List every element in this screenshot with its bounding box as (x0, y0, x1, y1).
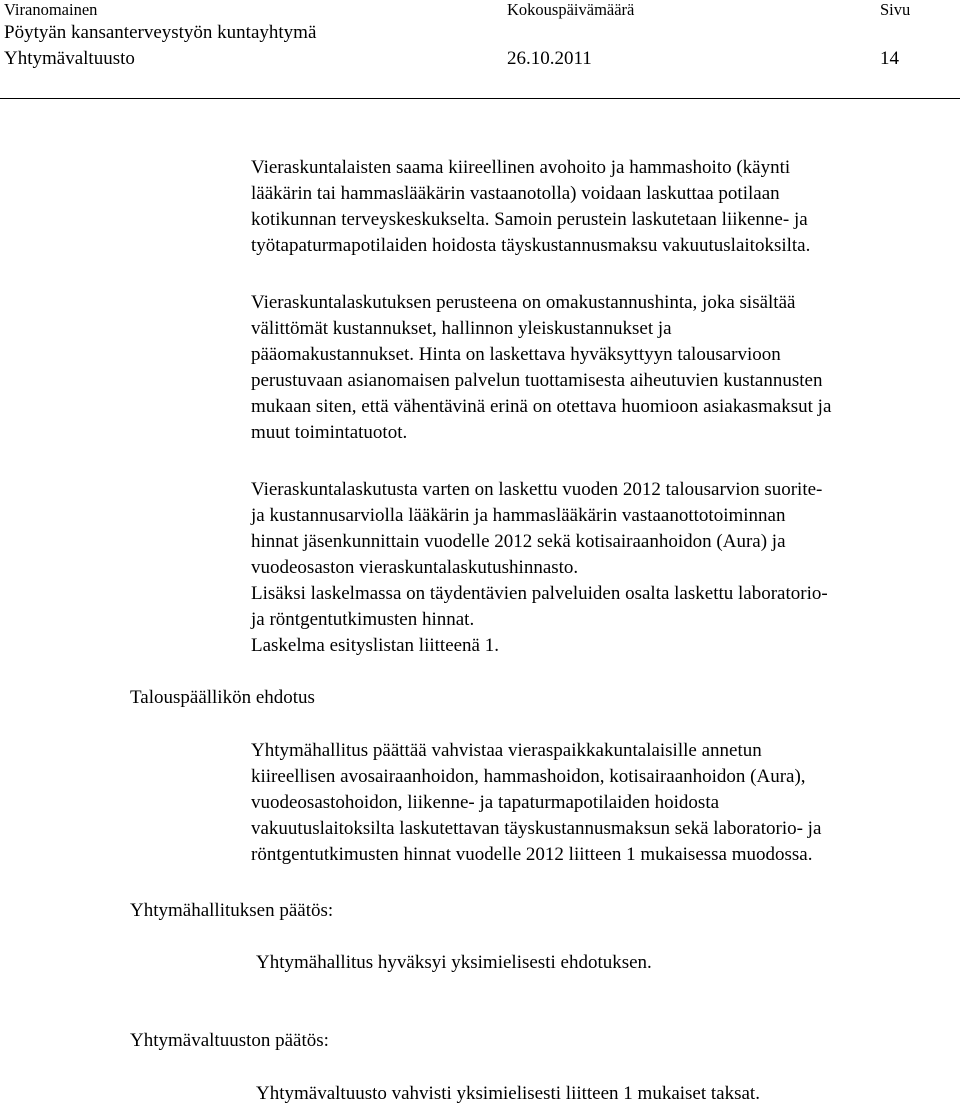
paragraph-cost-price (251, 290, 957, 446)
paragraph-line: röntgentutkimusten hinnat vuodelle 2012 liitteen 1 mukaisessa muodossa. (251, 844, 813, 865)
proposal-text (251, 738, 957, 868)
paragraph-line: muut toimintatuotot. (251, 422, 408, 443)
paragraph-calculation (251, 477, 957, 659)
council-decision-text (256, 1081, 960, 1107)
paragraph-line: vakuutuslaitoksilta laskutettavan täyskustannusmaksun sekä laboratorio- ja (251, 818, 822, 839)
header-date: 26.10.2011 (507, 48, 592, 69)
paragraph-line: pääomakustannukset. Hinta on laskettava hyväksyttyyn talousarvioon (251, 344, 781, 365)
paragraph-line: vuodeosaston vieraskuntalaskutushinnasto. (251, 557, 579, 578)
paragraph-line: Laskelma esityslistan liitteenä 1. (251, 635, 499, 656)
paragraph-line: Yhtymähallitus päättää vahvistaa vieraspaikkakuntalaisille annetun (251, 740, 762, 761)
paragraph-line: Lisäksi laskelmassa on täydentävien palveluiden osalta laskettu laboratorio- (251, 583, 828, 604)
paragraph-line: työtapaturmapotilaiden hoidosta täyskustannusmaksu vakuutuslaitoksilta. (251, 235, 811, 256)
paragraph-line: Vieraskuntalaisten saama kiireellinen avohoito ja hammashoito (käynti (251, 157, 791, 178)
page-header (0, 0, 960, 96)
paragraph-line: välittömät kustannukset, hallinnon yleiskustannukset ja (251, 318, 672, 339)
paragraph-billing-basis (251, 155, 957, 259)
paragraph-line: Yhtymävaltuusto vahvisti yksimielisesti liitteen 1 mukaiset taksat. (256, 1083, 760, 1104)
paragraph-line: kotikunnan terveyskeskukselta. Samoin perustein laskutetaan liikenne- ja (251, 209, 808, 230)
header-body-name: Yhtymävaltuusto (4, 48, 135, 69)
paragraph-line: Vieraskuntalaskutuksen perusteena on omakustannushinta, joka sisältää (251, 292, 796, 313)
proposal-label: Talouspäällikön ehdotus (130, 687, 315, 708)
header-organization: Pöytyän kansanterveystyön kuntayhtymä (4, 22, 317, 43)
paragraph-line: vuodeosastohoidon, liikenne- ja tapaturmapotilaiden hoidosta (251, 792, 720, 813)
council-decision-label: Yhtymävaltuuston päätös: (130, 1030, 329, 1051)
paragraph-line: kiireellisen avosairaanhoidon, hammashoidon, kotisairaanhoidon (Aura), (251, 766, 806, 787)
header-page-number: 14 (880, 48, 899, 69)
paragraph-line: lääkärin tai hammaslääkärin vastaanotolla) voidaan laskuttaa potilaan (251, 183, 780, 204)
paragraph-line: ja röntgentutkimusten hinnat. (251, 609, 475, 630)
header-meeting-date-label: Kokouspäivämäärä (507, 0, 635, 19)
header-divider (0, 98, 960, 99)
paragraph-line: hinnat jäsenkunnittain vuodelle 2012 sekä kotisairaanhoidon (Aura) ja (251, 531, 786, 552)
paragraph-line: ja kustannusarviolla lääkärin ja hammaslääkärin vastaanottotoiminnan (251, 505, 786, 526)
header-page-label: Sivu (880, 0, 911, 19)
paragraph-line: mukaan siten, että vähentävinä erinä on otettava huomioon asiakasmaksut ja (251, 396, 832, 417)
board-decision-label: Yhtymähallituksen päätös: (130, 900, 334, 921)
paragraph-line: perustuvaan asianomaisen palvelun tuottamisesta aiheutuvien kustannusten (251, 370, 823, 391)
board-decision-text (256, 950, 960, 976)
paragraph-line: Yhtymähallitus hyväksyi yksimielisesti ehdotuksen. (256, 952, 652, 973)
paragraph-line: Vieraskuntalaskutusta varten on laskettu vuoden 2012 talousarvion suorite- (251, 479, 823, 500)
header-authority-label: Viranomainen (4, 0, 98, 19)
